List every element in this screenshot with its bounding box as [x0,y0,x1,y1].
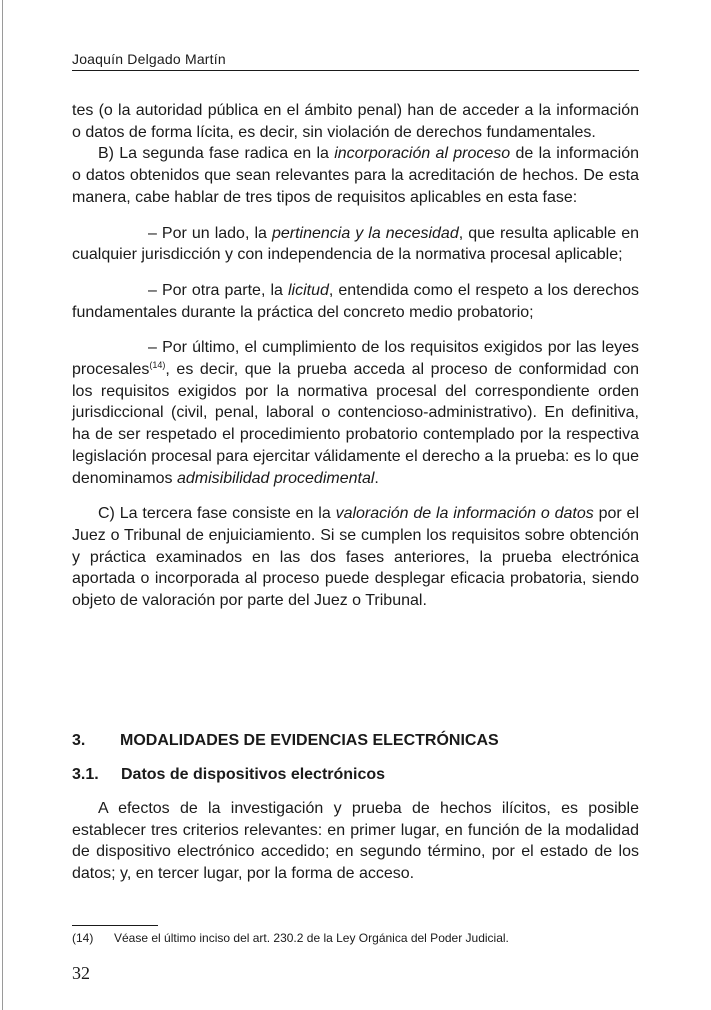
footnote-reference[interactable]: (14) [149,360,166,371]
emphasis: licitud [287,281,329,299]
emphasis: admisibilidad procedimental [176,469,375,487]
subsection-title: Datos de dispositivos electrónicos [121,766,386,783]
body-text [72,100,639,612]
paragraph-phase-b: B) La segunda fase radica en la incorporación al proceso de la información o datos obtenidos que sean relevantes para la acreditación de hechos. De esta manera, cabe hablar de tres tipos de requisitos aplicables en esta fase: [72,145,640,206]
page-number: 32 [72,963,90,983]
footnote-number: (14) [72,931,94,945]
page-edge-line [2,0,3,1010]
running-header: Joaquín Delgado Martín [72,51,226,67]
section-heading [72,732,639,750]
list-item-licitud: – Por otra parte, la licitud, entendida como el respeto a los derechos fundamentales durante la práctica del concreto medio probatorio; [72,281,640,321]
section-paragraph: A efectos de la investigación y prueba de hechos ilícitos, es posible establecer tres criterios relevantes: en primer lugar, en función de la modalidad de dispositivo electrónico accedido; en segundo término, por el estado de los datos; y, en tercer lugar, por la forma de acceso. [72,800,639,883]
section-number: 3. [72,732,86,749]
emphasis: valoración de la información o datos [335,505,594,523]
list-item-admisibilidad: – Por último, el cumplimiento de los requisitos exigidos por las leyes procesales$^{(14)}$, es decir, que la prueba acceda al proceso de conformidad con los requisitos exigidos por la normativa procesal del correspondiente orden jurisdiccional (civil, penal, laboral o contencioso-administrativo). En definitiva, ha de ser respetado el procedimiento probatorio contemplado por la respectiva legislación procesal para ejercitar válidamente el derecho a la prueba: es lo que denominamos admisibilidad procedimental. [72,339,639,487]
section-title: MODALIDADES DE EVIDENCIAS ELECTRÓNICAS [120,732,499,749]
subsection-number: 3.1. [72,766,99,783]
paragraph-phase-c: C) La tercera fase consiste en la valoración de la información o datos por el Juez o Tribunal de enjuiciamiento. Si se cumplen los requisitos sobre obtención y práctica examinados en las dos fases anteriores, la prueba electrónica aportada o incorporada al proceso puede desplegar eficacia probatoria, siendo objeto de valoración por parte del Juez o Tribunal. [72,505,640,610]
footnote-text: Véase el último inciso del art. 230.2 de la Ley Orgánica del Poder Judicial. [114,931,509,945]
emphasis: pertinencia y la necesidad [271,224,459,242]
paragraph-continuation: tes (o la autoridad pública en el ámbito penal) han de acceder a la información o datos de forma lícita, es decir, sin violación de derechos fundamentales. [72,102,639,141]
list-item-pertinencia: – Por un lado, la pertinencia y la necesidad, que resulta aplicable en cualquier jurisdicción y con independencia de la normativa procesal aplicable; [72,224,640,264]
footnote-rule [72,925,158,926]
footnote [72,931,509,945]
emphasis: incorporación al proceso [334,145,511,163]
subsection-heading [72,766,639,784]
header-rule [72,70,639,71]
